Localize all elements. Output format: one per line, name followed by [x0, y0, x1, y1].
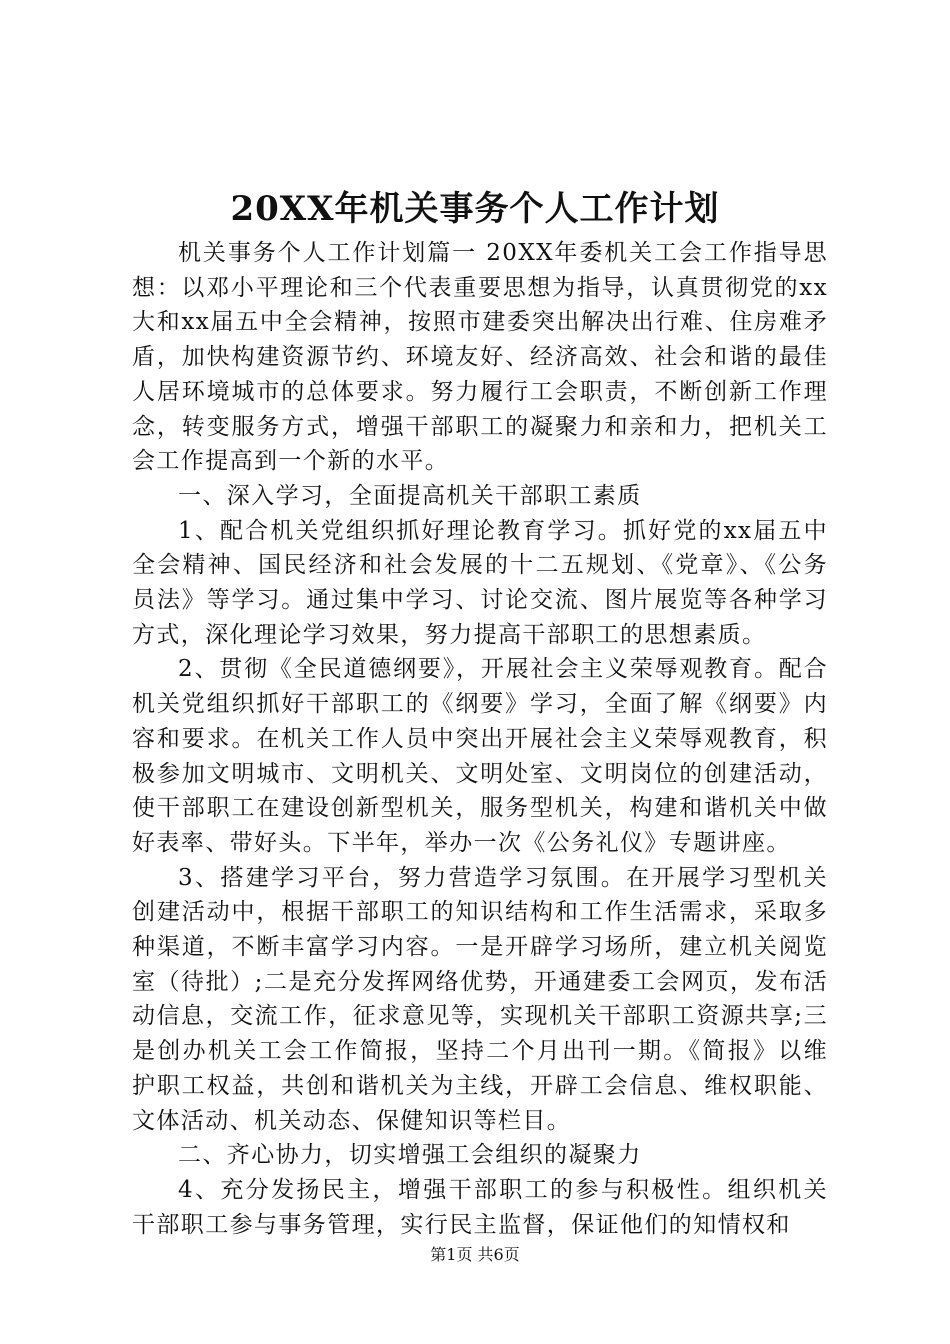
- document-body: [132, 236, 828, 1242]
- section-heading-1: 一、深入学习，全面提高机关干部职工素质: [178, 482, 642, 509]
- paragraph-item-1: 1、配合机关党组织抓好理论教育学习。抓好党的xx届五中全会精神、国民经济和社会发展的十二五规划、《党章》、《公务员法》等学习。通过集中学习、讨论交流、图片展览等各种学习方式，深化理论学习效果，努力提高干部职工的思想素质。: [132, 517, 828, 648]
- page-number-footer: 第1页 共6页: [430, 1245, 520, 1264]
- paragraph-item-4: 4、充分发扬民主，增强干部职工的参与积极性。组织机关干部职工参与事务管理，实行民主监督，保证他们的知情权和: [132, 1176, 828, 1238]
- paragraph-item-2: 2、贯彻《全民道德纲要》，开展社会主义荣辱观教育。配合机关党组织抓好干部职工的《纲要》学习，全面了解《纲要》内容和要求。在机关工作人员中突出开展社会主义荣辱观教育，积极参加文明城市、文明机关、文明处室、文明岗位的创建活动，使干部职工在建设创新型机关，服务型机关，构建和谐机关中做好表率、带好头。下半年，举办一次《公务礼仪》专题讲座。: [132, 656, 828, 856]
- paragraph-intro: 机关事务个人工作计划篇一 20XX年委机关工会工作指导思想：以邓小平理论和三个代表重要思想为指导，认真贯彻党的xx大和xx届五中全会精神，按照市建委突出解决出行难、住房难矛盾，加快构建资源节约、环境友好、经济高效、社会和谐的最佳人居环境城市的总体要求。努力履行工会职责，不断创新工作理念，转变服务方式，增强干部职工的凝聚力和亲和力，把机关工会工作提高到一个新的水平。: [132, 240, 828, 475]
- section-heading-2: 二、齐心协力，切实增强工会组织的凝聚力: [178, 1142, 642, 1169]
- paragraph-item-3: 3、搭建学习平台，努力营造学习氛围。在开展学习型机关创建活动中，根据干部职工的知识结构和工作生活需求，采取多种渠道，不断丰富学习内容。一是开辟学习场所，建立机关阅览室（待批）;二是充分发挥网络优势，开通建委工会网页，发布活动信息，交流工作，征求意见等，实现机关干部职工资源共享;三是创办机关工会工作简报，坚持二个月出刊一期。《简报》以维护职工权益，共创和谐机关为主线，开辟工会信息、维权职能、文体活动、机关动态、保健知识等栏目。: [132, 864, 828, 1134]
- document-title: 20XX年机关事务个人工作计划: [230, 189, 720, 229]
